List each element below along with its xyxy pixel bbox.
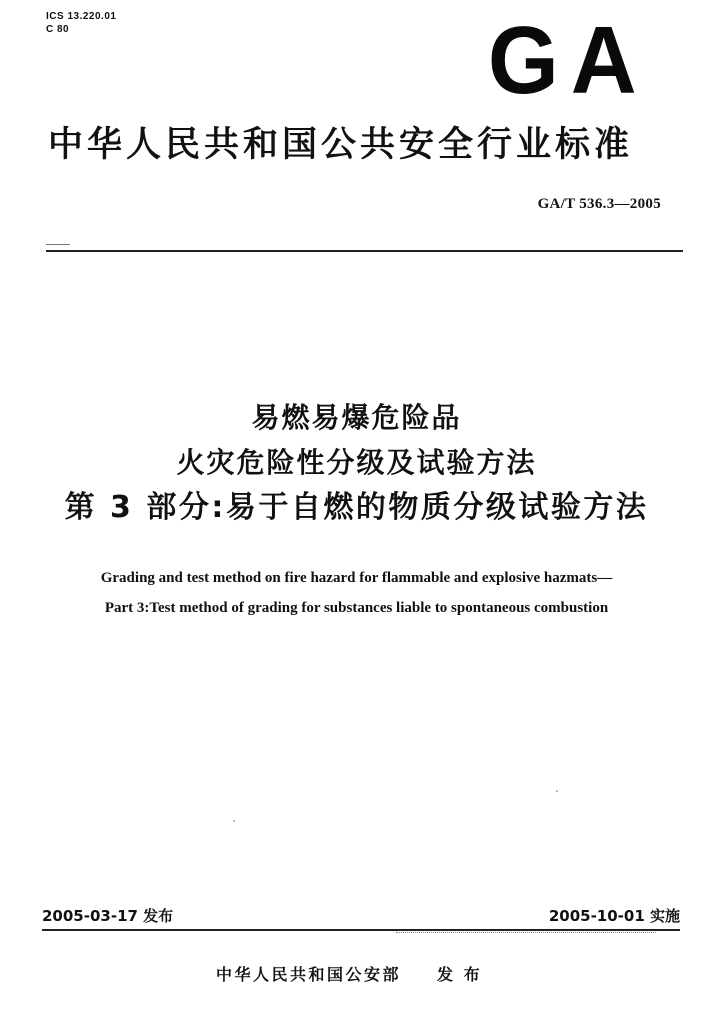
standard-category-title: 中华人民共和国公共安全行业标准 [48,125,634,165]
zh-title-line-3: 第 3 部分:易于自燃的物质分级试验方法 [64,490,649,525]
english-title-block [0,563,713,623]
logo-letter-g: G [487,7,559,114]
implementation-date: 2005-10-01 实施 [548,907,680,925]
ga-logo [486,7,638,114]
footer-divider [42,929,680,931]
chinese-title-block [0,395,713,530]
en-title-line-1: Grading and test method on fire hazard for flammable and explosive hazmats— [100,570,613,586]
scan-speck [233,820,235,822]
issuer-org: 中华人民共和国公安部 [216,965,402,984]
header-divider [46,250,683,252]
classification-codes [46,10,116,36]
issuer-action: 发 布 [437,965,483,984]
logo-letter-a: A [570,7,637,114]
ics-code: ICS 13.220.01 [46,11,117,22]
scan-speck [556,790,558,792]
issuing-authority [216,962,482,985]
header-rule-tick [46,244,70,245]
ccs-code: C 80 [46,24,70,35]
footer-rule-noise [396,932,656,934]
en-title-line-2: Part 3:Test method of grading for substances liable to spontaneous combustion [104,600,609,616]
issue-date: 2005-03-17 发布 [42,907,174,925]
zh-title-line-2: 火灾危险性分级及试验方法 [176,446,537,479]
zh-title-line-1: 易燃易爆危险品 [251,401,462,434]
standard-code: GA/T 536.3—2005 [537,196,661,212]
